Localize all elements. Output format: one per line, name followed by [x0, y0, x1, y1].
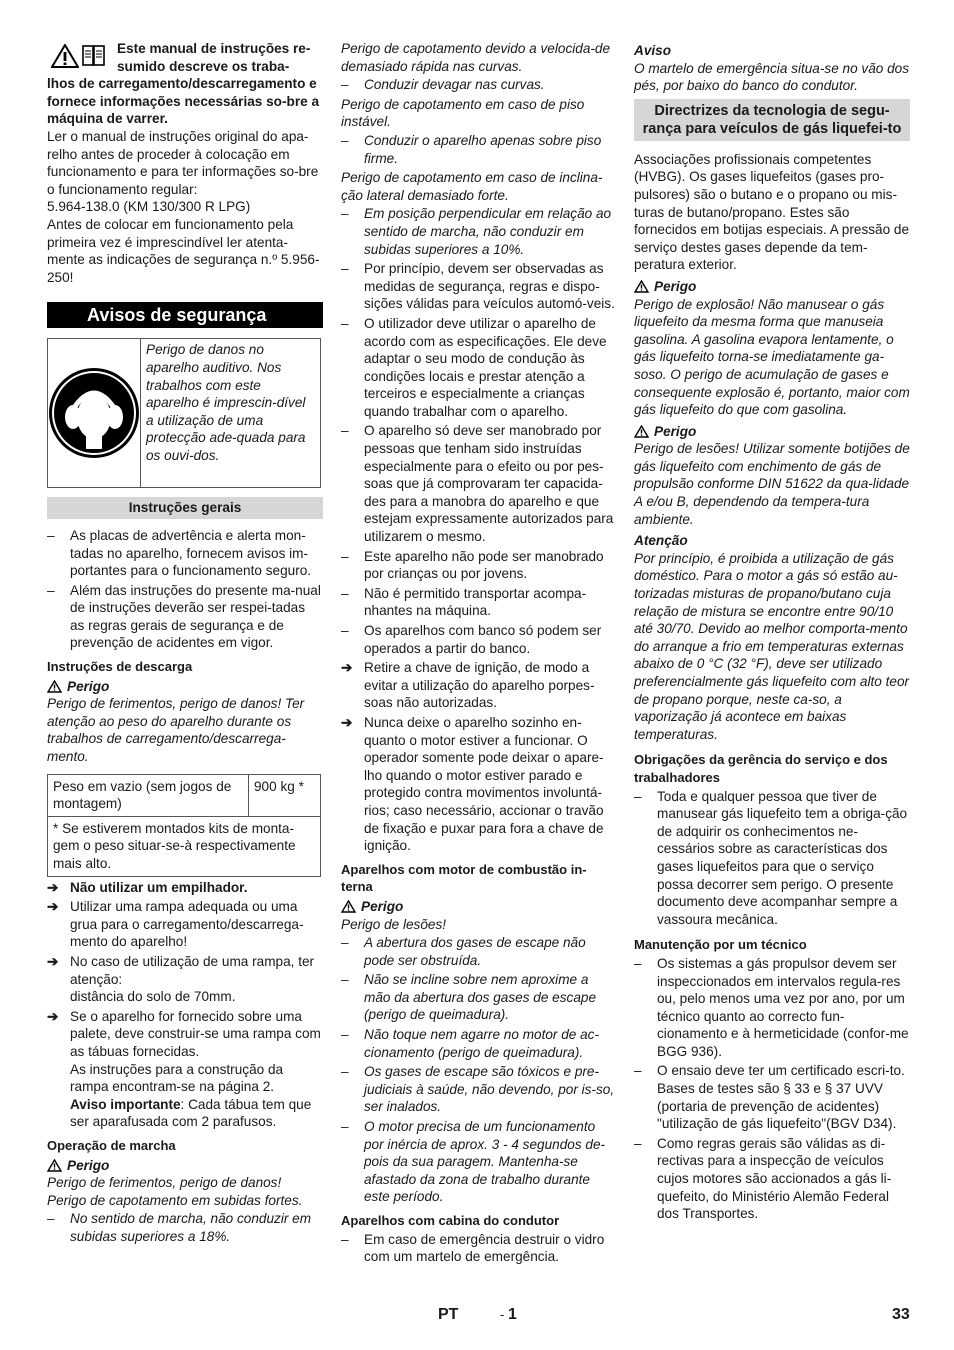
unload-title: Instruções de descarga — [47, 659, 193, 675]
perigo-injury-text: Perigo de lesões! Utilizar somente botijões de gás liquefeito com enchimento de gás de propulsão conforme DIN 51622 da qua-lidade A e/ou B, dependendo da tempera-tura ambiente. — [634, 441, 910, 527]
perigo-heading: Perigo — [47, 1157, 323, 1175]
warning-triangle-icon — [634, 280, 649, 293]
arrow-item: ➔ Nunca deixe o aparelho sozinho en-quanto o motor estiver a funcionar. O operador somente pode deixar o apare-lho quando o motor estiver parado e protegido contra movimentos involuntá-rios; caso necessário, accionar o travão de fixação e puxar para fora a chave de ignição. — [341, 714, 604, 854]
intro-paragraph-3: Antes de colocar em funcionamento pela primeira vez é imprescindível ler atenta-mente as indicações de segurança n.º 5.956-250! — [47, 216, 320, 285]
warning-triangle-icon — [51, 44, 79, 68]
list-item: – Além das instruções do presente ma-nual de instruções deverão ser respei-tadas as regras gerais de segurança e de prevenção de acidentes em vigor. — [47, 582, 321, 651]
arrow-right-icon: ➔ — [47, 953, 59, 969]
list-item: – No sentido de marcha, não conduzir em subidas superiores a 18%. — [47, 1211, 312, 1244]
aviso-label: Aviso — [634, 43, 672, 58]
intro-model-number: 5.964-138.0 (KM 130/300 R LPG) — [47, 199, 251, 215]
arrow-item: ➔ Se o aparelho for fornecido sobre uma palete, deve construir-se uma rampa com as tábuas fornecidas. As instruções para a construção da rampa encontram-se na página 2. Aviso importante: Cada tábua tem que ser aparafusada com 2 parafusos. — [47, 1008, 321, 1130]
section-title-safety: Avisos de segurança — [47, 302, 323, 328]
arrow-right-icon: ➔ — [47, 899, 59, 915]
list-item: – Não se incline sobre nem aproxime a mão da abertura dos gases de escape (perigo de queimadura). — [341, 972, 597, 1023]
drive-title: Operação de marcha — [47, 1137, 176, 1153]
atencao-label: Atenção — [634, 533, 688, 549]
list-item: – O ensaio deve ter um certificado escri-to. Bases de testes são § 33 e § 37 UVV (portaria de prevenção de acidentes) "utilização de gás liquefeito"(BGV D34). — [634, 1063, 905, 1132]
maintenance-title: Manutenção por um técnico — [634, 937, 807, 953]
intro-paragraph-2: Ler o manual de instruções original do apa-relho antes de proceder à colocação em funcionamento e para ter informações so-bre o funcionamento regular: — [47, 128, 319, 197]
footer-language: PT — [438, 1306, 459, 1323]
column-2 — [341, 40, 616, 1268]
arrow-item: ➔ Retire a chave de ignição, de modo a evitar a utilização do aparelho porpes-soas não autorizadas. — [341, 660, 595, 711]
list-item: – Conduzir devagar nas curvas. — [341, 77, 545, 93]
hearing-protection-box — [47, 338, 321, 488]
intro-bold-rest: lhos de carregamento/descarregamento e fornece informações necessárias so-bre a máquina de varrer. — [47, 76, 320, 127]
arrow-item: ➔ No caso de utilização de uma rampa, ter atenção: distância do solo de 70mm. — [47, 953, 315, 1005]
list-item: – O motor precisa de um funcionamento por inércia de aprox. 3 - 4 segundos de-pois da sua paragem. Mantenha-se afastado da zona de trabalho durante este período. — [341, 1119, 606, 1205]
rollover-curves: Perigo de capotamento devido a velocida-de demasiado rápida nas curvas. — [341, 41, 611, 74]
intro-bold-top: Este manual de instruções re-sumido descreve os traba- — [117, 41, 311, 74]
unload-warning-text: Perigo de ferimentos, perigo de danos! Ter atenção ao peso do aparelho durante os trabalhos de carregamento/descarrega-mento. — [47, 696, 305, 765]
ear-protection-icon — [48, 367, 140, 459]
arrow-right-icon: ➔ — [341, 660, 353, 676]
list-item: – Conduzir o aparelho apenas sobre piso firme. — [341, 132, 602, 166]
list-item: – Toda e qualquer pessoa que tiver de manusear gás liquefeito tem a obriga-ção de adquirir os conhecimentos ne-cessários sobre as características dos gases liquefeitos para que o serviço possa decorrer sem perigo. O presente documento deve acompanhar sempre a vassoura mecânica. — [634, 788, 908, 927]
list-item: – Como regras gerais são válidas as di-rectivas para a inspecção de veículos cujos motores são accionados a gás li-quefeito, do Ministério Alemão Federal dos Transportes. — [634, 1135, 892, 1222]
list-item: – As placas de advertência e alerta mon-tadas no aparelho, fornecem avisos im-portantes para o funcionamento seguro. — [47, 527, 312, 579]
drive-warning-2: Perigo de capotamento em subidas fortes. — [47, 1192, 303, 1208]
hearing-warning-text: Perigo de danos no aparelho auditivo. Nos trabalhos com este aparelho é imprescin-dível a utilização de uma protecção ade-quada para os ouvi-dos. — [146, 342, 306, 463]
arrow-right-icon: ➔ — [47, 1008, 59, 1024]
list-item: – Em caso de emergência destruir o vidro com um martelo de emergência. — [341, 1231, 605, 1265]
warning-triangle-icon — [634, 425, 649, 438]
drive-warning-1: Perigo de ferimentos, perigo de danos! — [47, 1175, 282, 1191]
list-item: – Por princípio, devem ser observadas as medidas de segurança, regras e dispo-sições válidas para veículos automó-veis. — [341, 261, 615, 312]
engine-warning: Perigo de lesões! — [341, 916, 447, 932]
rollover-lateral: Perigo de capotamento em caso de inclina-ção lateral demasiado forte. — [341, 170, 603, 203]
arrow-item: ➔ Utilizar uma rampa adequada ou uma grua para o carregamento/descarrega-mento do aparelho! — [47, 899, 304, 950]
list-item: – O aparelho só deve ser manobrado por pessoas que tenham sido instruídas especialmente para o efeito ou por pes-soas que já comprovaram ter capacida-des para a manobra do aparelho e que estejam expressamente autorizados para utilizarem o mesmo. — [341, 423, 614, 545]
list-item: – Os sistemas a gás propulsor devem ser inspeccionados em intervalos regula-res ou, pelo menos uma vez por ano, por um técnico quanto ao correcto fun-cionamento e à hermeticidade (confor-me BGG 936). — [634, 955, 909, 1059]
aviso-text: O martelo de emergência situa-se no vão dos pés, por baixo do banco do condutor. — [634, 60, 910, 94]
perigo-heading: Perigo — [634, 423, 910, 441]
weight-table — [47, 774, 321, 877]
warning-triangle-icon — [47, 1159, 62, 1172]
perigo-heading: Perigo — [341, 898, 616, 916]
list-item: – Não toque nem agarre no motor de ac-cionamento (perigo de queimadura). — [341, 1027, 600, 1060]
perigo-explosion-text: Perigo de explosão! Não manusear o gás liquefeito da mesma forma que manuseia gasolina. A gasolina evapora lentamente, o gás liquefeito torna-se imediatamente ga-soso. O perigo de acumulação de gases e consequente explosão é, portanto, maior com gás liquefeito do que com gasolina. — [634, 296, 910, 418]
list-item: – Os aparelhos com banco só podem ser operados a partir do banco. — [341, 623, 602, 656]
footer-page-part: - 1 — [500, 1306, 517, 1323]
list-item: – Os gases de escape são tóxicos e pre-judiciais à saúde, não devendo, por is-so, ser inalados. — [341, 1064, 615, 1115]
list-item: – Este aparelho não pode ser manobrado por crianças ou por jovens. — [341, 548, 604, 582]
arrow-right-icon: ➔ — [341, 714, 353, 730]
manual-book-icon — [81, 44, 107, 68]
weight-label: Peso em vazio (sem jogos de montagem) — [48, 774, 249, 816]
weight-note: * Se estiverem montados kits de monta-gem o peso situar-se-à respectivamente mais alto. — [48, 816, 321, 876]
list-item: – Em posição perpendicular em relação ao sentido de marcha, não conduzir em subidas superiores a 10%. — [341, 206, 612, 257]
atencao-text: Por princípio, é proibida a utilização de gás doméstico. Para o motor a gás só estão au-torizadas misturas de propano/butano cuja relação de mistura se encontre entre 90/10 até 30/70. Devido ao melhor comporta-mento do arranque a frio em temperaturas externas abaixo de 0 °C (32 °F), deve ser utilizado preferencialmente gás liquefeito com alto teor de propano porque, neste ca-so, a vaporização já acontece em baixas temperaturas. — [634, 550, 910, 742]
intro-icons — [51, 44, 107, 68]
column-3 — [634, 40, 910, 1225]
column-1 — [47, 40, 323, 1247]
list-item: – A abertura dos gases de escape não pode ser obstruída. — [341, 935, 586, 968]
gas-section-title: Directrizes da tecnologia de segu-rança para veículos de gás liquefei-to — [634, 99, 910, 141]
list-item: – Não é permitido transportar acompa-nhantes na máquina. — [341, 585, 587, 619]
list-item: – O utilizador deve utilizar o aparelho de acordo com as especificações. Ele deve adaptar o seu modo de condução às condições locais e prestar atenção a terceiros e especialmente a crianças quando trabalhar com o aparelho. — [341, 315, 607, 419]
obligations-title: Obrigações da gerência do serviço e dos trabalhadores — [634, 752, 888, 785]
footer-page-number: 33 — [892, 1306, 910, 1323]
engine-title: Aparelhos com motor de combustão in-terna — [341, 861, 587, 895]
weight-value: 900 kg * — [249, 774, 321, 816]
arrow-item: ➔ Não utilizar um empilhador. — [47, 879, 248, 895]
perigo-heading: Perigo — [634, 278, 910, 296]
perigo-heading: Perigo — [47, 678, 323, 696]
warning-triangle-icon — [341, 900, 356, 913]
general-instructions-title: Instruções gerais — [47, 497, 323, 519]
warning-triangle-icon — [47, 680, 62, 693]
intro-block — [47, 40, 323, 128]
arrow-right-icon: ➔ — [47, 879, 59, 895]
cab-title: Aparelhos com cabina do condutor — [341, 1213, 560, 1228]
gas-paragraph: Associações profissionais competentes (HVBG). Os gases liquefeitos (gases pro-pulsores) são o butano e o propano ou mis-turas de butano/propano. Estes são fornecidos em botijas especiais. A pressão de serviço destes gases depende da tem-peratura exterior. — [634, 151, 910, 273]
rollover-ground: Perigo de capotamento em caso de piso instável. — [341, 96, 585, 130]
